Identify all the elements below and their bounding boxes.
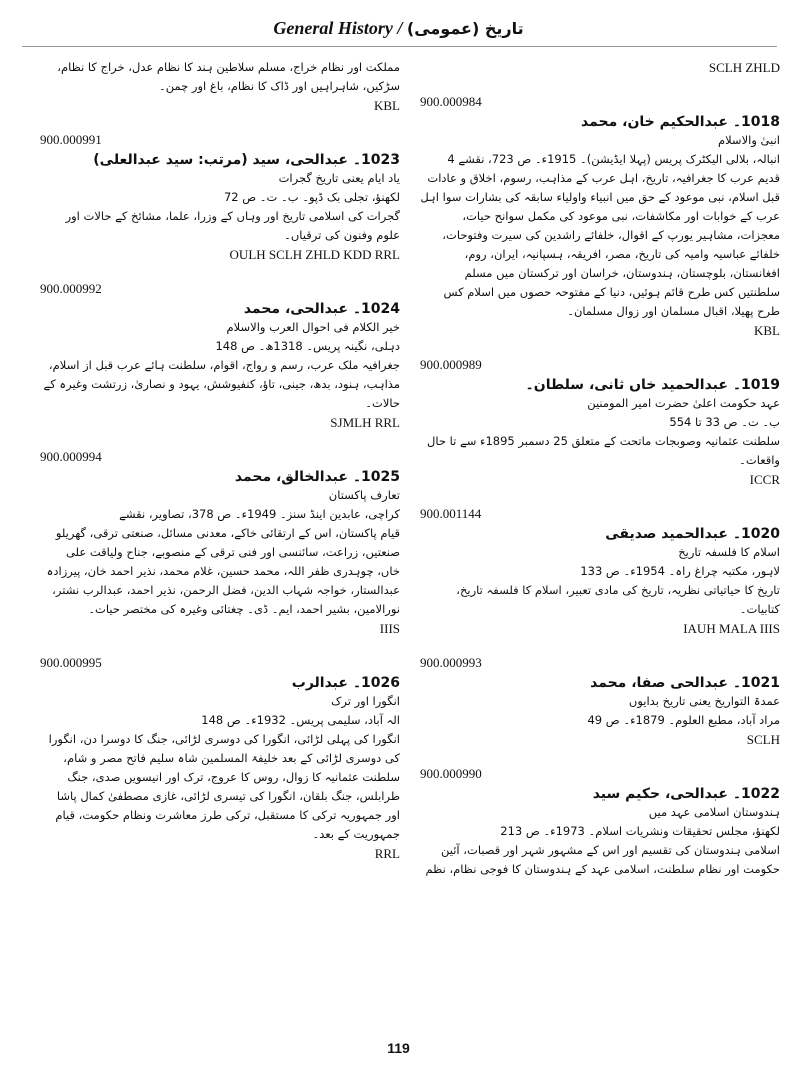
entry-imprint-line: لکھنؤ، تجلی بک ڈپو۔ ب۔ ت۔ ص 72 — [223, 190, 400, 204]
library-codes: IAUH MALA IIIS — [683, 621, 780, 636]
entry-imprint-line: دہلی، نگینہ پریس۔ 1318ھ۔ ص 148 — [215, 339, 400, 353]
library-codes: SJMLH RRL — [330, 415, 400, 430]
catalog-entry — [40, 449, 400, 637]
entry-description: گجرات کی اسلامی تاریخ اور وہاں کے وزرا، علما، مشائخ کے حالات اور علوم وفنون کی ترقیاں۔ — [65, 209, 400, 242]
library-codes: KBL — [754, 323, 780, 338]
accession-number: 900.000990 — [420, 766, 482, 781]
entry-imprint-line: ب۔ ت۔ ص 33 تا 554 — [669, 415, 780, 429]
entry-title: 1026۔ عبدالرب — [291, 675, 400, 691]
accession-number: 900.000991 — [40, 132, 102, 147]
entry-imprint-line: کراچی، عابدین اینڈ سنز۔ 1949ء۔ ص 378، تصاویر، نقشے — [119, 507, 400, 521]
entry-imprint-line: ہندوستان اسلامی عہد میں — [648, 805, 780, 819]
header-title-en: General History / — [273, 18, 403, 38]
entry-imprint-line: عمدۃ التواریخ یعنی تاریخ بدایوں — [628, 694, 780, 708]
entry-title: 1025۔ عبدالخالق، محمد — [234, 469, 400, 485]
catalog-entry — [420, 506, 780, 637]
entry-title: 1021۔ عبدالحی صفا، محمد — [590, 675, 780, 691]
library-codes: OULH SCLH ZHLD KDD RRL — [229, 247, 400, 262]
entry-description: سلطنت عثمانیہ وصوبجات ماتحت کے متعلق 25 دسمبر 1895ء سے تا حال واقعات۔ — [427, 434, 780, 467]
catalog-entry — [40, 655, 400, 862]
entry-imprint-line: لکھنؤ، مجلس تحقیقات ونشریات اسلام۔ 1973ء۔ ص 213 — [500, 824, 780, 838]
library-codes: RRL — [374, 846, 400, 861]
entry-imprint-line: الہ آباد، سلیمی پریس۔ 1932ء۔ ص 148 — [201, 713, 400, 727]
entry-title: 1020۔ عبدالحمید صدیقی — [605, 526, 780, 542]
accession-number: 900.000989 — [420, 357, 482, 372]
entry-imprint-line: خیر الکلام فی احوال العرب والاسلام — [226, 320, 400, 334]
entry-imprint-line: انگورا اور ترک — [331, 694, 400, 708]
right-column — [420, 58, 780, 897]
header-title-ur: تاریخ (عمومی) — [406, 19, 524, 38]
catalog-entry — [40, 58, 400, 114]
accession-number: 900.000994 — [40, 449, 102, 464]
entry-imprint-line: انبیٰ والاسلام — [717, 133, 780, 147]
entry-imprint-line: یاد ایام یعنی تاریخ گجرات — [278, 171, 400, 185]
catalog-entry — [420, 60, 780, 76]
accession-number: 900.000984 — [420, 94, 482, 109]
entry-imprint-line: مراد آباد، مطبع العلوم۔ 1879ء۔ ص 49 — [587, 713, 780, 727]
library-codes: ICCR — [749, 472, 780, 487]
entry-imprint-line: عہد حکومت اعلیٰ حضرت امیر المومنین — [587, 396, 780, 410]
entry-description: انگورا کی پہلی لڑائی، انگورا کی دوسری لڑائی، جنگ کا دوسرا دن، انگورا کی دوسری لڑائی کے بعد خلیفۃ المسلمین شاہ سلیم فاتح مصر و شام، سلطنت عثمانیہ کا زوال، روس کا عروج، ترک اور انیسویں صدی، جنگ طرابلس، جنگ بلقان، انگورا کی تیسری لڑائی، غازی مصطفیٰ کمال پاشا اور جمہوریہ ترکی کا مستقبل، ترکی طرز معاشرت ونظام حکومت، قیام جمہوریت کے بعد۔ — [48, 732, 400, 841]
left-column — [40, 58, 400, 880]
entry-title: 1022۔ عبدالحی، حکیم سید — [592, 786, 780, 802]
entry-description: تاریخ کا حیاتیاتی نظریہ، تاریخ کی مادی تعبیر، اسلام کا فلسفہ تاریخ، کتابیات۔ — [456, 583, 780, 616]
catalog-entry — [40, 132, 400, 263]
entry-description: قدیم عرب کا جغرافیہ، تاریخ، اہل عرب کے مذاہب، رسوم، اخلاق و عادات قبل اسلام، نبی موعود کے حق میں انبیاء واولیاء سابقہ کی بشارات سوا اہل عرب کے خوابات اور مکاشفات، نبی موعود کی مکمل سوانح حیات، معجزات، مشاہیر یورپ کے اقوال، خلفائے راشدین کی سیرت وفتوحات، خلفائے عباسیہ وامیہ کی تاریخ، مصر، افریقہ، ہسپانیہ، ایران، روم، افغانستان، بلوچستان، ہندوستان، خراسان اور ترکستان میں مسلم سلطنتیں کس طرح قائم ہوئیں، دنیا کے مفتوحہ حصوں میں اسلام کس طرح پھیلا، اقبال مسلمان اور زوال مسلمان۔ — [420, 171, 780, 318]
library-codes: SCLH — [746, 732, 780, 747]
entry-title: 1023۔ عبدالحی، سید (مرتب: سید عبدالعلی) — [93, 152, 400, 168]
catalog-entry — [420, 766, 780, 879]
entry-imprint-line: تعارف پاکستان — [328, 488, 400, 502]
library-codes: IIIS — [379, 621, 400, 636]
accession-number: 900.000993 — [420, 655, 482, 670]
entry-title: 1018۔ عبدالحکیم خان، محمد — [581, 114, 780, 130]
accession-number: 900.001144 — [420, 506, 482, 521]
entry-imprint-line: انبالہ، بلالی الیکٹرک پریس (پہلا ایڈیشن)۔ 1915ء۔ ص 723، نقشے 4 — [447, 152, 780, 166]
page-header — [0, 18, 797, 39]
entry-description: اسلامی ہندوستان کی تقسیم اور اس کے مشہور شہر اور قصبات، آئین حکومت اور نظام سلطنت، اسلامی عہد کے ہندوستان کا فوجی نظام، نظم — [425, 843, 780, 876]
catalog-entry — [420, 655, 780, 748]
entry-title: 1019۔ عبدالحمید خاں ثانی، سلطان۔ — [525, 377, 780, 393]
catalog-entry — [40, 281, 400, 431]
accession-number: 900.000992 — [40, 281, 102, 296]
entry-description: قیام پاکستان، اس کے ارتقائی خاکے، معدنی مسائل، صنعتی ترقی، گھریلو صنعتیں، زراعت، سائنسی اور فنی ترقی کے منصوبے، جناح ولیاقت علی خاں، چوہدری ظفر اللہ، محمد حسین، غلام محمد، نذیر احمد خان، پیرزادہ عبدالستار، خواجہ شہاب الدین، فضل الرحمن، نذیر احمد، عبدالرب نشتر، نورالامین، بشیر احمد، ایم۔ ڈی۔ چغتائی وغیرہ کی مختصر حیات۔ — [46, 526, 400, 616]
accession-number: 900.000995 — [40, 655, 102, 670]
entry-imprint-line: لاہور، مکتبہ چراغ راہ۔ 1954ء۔ ص 133 — [580, 564, 780, 578]
entry-imprint-line: اسلام کا فلسفہ تاریخ — [678, 545, 780, 559]
entry-title: 1024۔ عبدالحی، محمد — [243, 301, 400, 317]
catalog-entry — [420, 357, 780, 488]
header-rule — [22, 46, 777, 47]
library-codes: SCLH ZHLD — [708, 60, 780, 75]
library-codes: KBL — [374, 98, 400, 113]
catalog-entry — [420, 94, 780, 339]
entry-description: جغرافیہ ملک عرب، رسم و رواج، اقوام، سلطنت ہائے عرب قبل از اسلام، مذاہب، ہنود، بدھ، جینی، تاؤ، کنفیوشش، یہود و نصاریٰ، زرتشت وغیرہ کے حالات۔ — [43, 358, 400, 410]
entry-description: مملکت اور نظام خراج، مسلم سلاطین ہند کا نظام عدل، خراج کا نظام، سڑکیں، شاہراہیں اور ڈاک کا نظام، باغ اور چمن۔ — [57, 60, 400, 93]
page-number: 119 — [387, 1040, 410, 1056]
